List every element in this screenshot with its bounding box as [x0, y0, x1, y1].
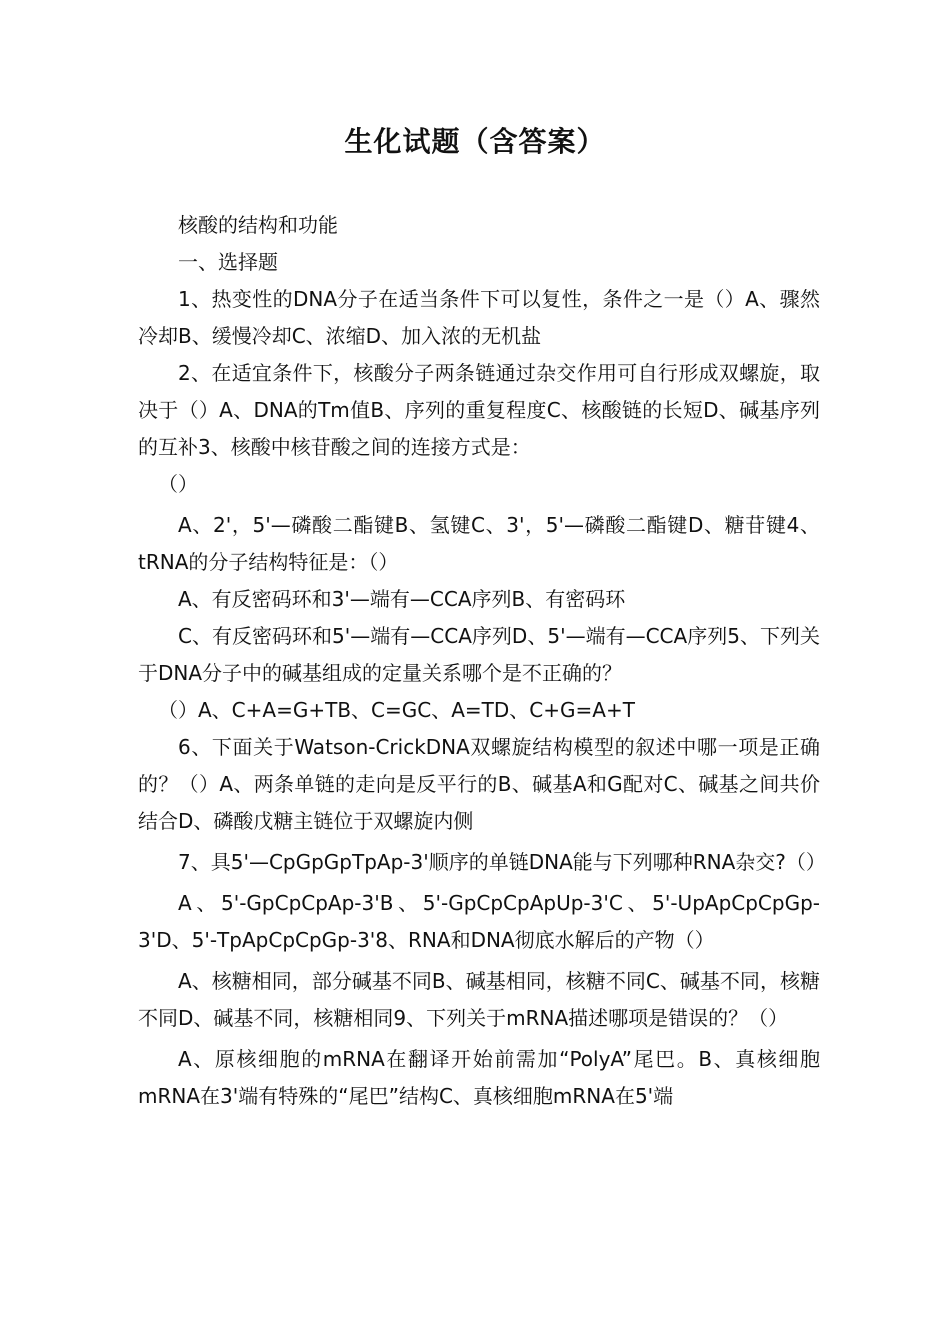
subsection-heading: 一、选择题 [178, 250, 278, 274]
question-9-options: A、原核细胞的mRNA在翻译开始前需加“PolyA”尾巴。B、真核细胞mRNA在3'端有特殊的“尾巴”结构C、真核细胞mRNA在5'端 [138, 1047, 820, 1108]
document-body [138, 207, 826, 1115]
question-7: 7、具5'—CpGpGpTpAp-3'顺序的单链DNA能与下列哪种RNA杂交?（） [178, 850, 826, 874]
question-4-options-cd: C、有反密码环和5'—端有—CCA序列D、5'—端有—CCA序列5、下列关于DNA分子中的碱基组成的定量关系哪个是不正确的？ [138, 624, 820, 685]
question-7-options: A、5'-GpCpCpAp-3'B、5'-GpCpCpApUp-3'C、5'-UpApCpCpGp-3'D、5'-TpApCpCpGp-3'8、RNA和DNA彻底水解后的产物（） [138, 891, 820, 952]
question-8-options: A、核糖相同，部分碱基不同B、碱基相同，核糖不同C、碱基不同，核糖不同D、碱基不同，核糖相同9、下列关于mRNA描述哪项是错误的？（） [138, 969, 820, 1030]
question-2-3: 2、在适宜条件下，核酸分子两条链通过杂交作用可自行形成双螺旋，取决于（）A、DNA的Tm值B、序列的重复程度C、核酸链的长短D、碱基序列的互补3、核酸中核苷酸之间的连接方式是： [138, 361, 820, 459]
question-6: 6、下面关于Watson-CrickDNA双螺旋结构模型的叙述中哪一项是正确的？（）A、两条单链的走向是反平行的B、碱基A和G配对C、碱基之间共价结合D、磷酸戊糖主链位于双螺旋内侧 [138, 735, 820, 833]
question-5-options: （）A、C+A=G+TB、C=GC、A=TD、C+G=A+T [158, 698, 635, 722]
question-3-options: A、2'，5'—磷酸二酯键B、氢键C、3'，5'—磷酸二酯键D、糖苷键4、tRNA的分子结构特征是：（） [138, 513, 820, 574]
question-1: 1、热变性的DNA分子在适当条件下可以复性，条件之一是（）A、骤然冷却B、缓慢冷却C、浓缩D、加入浓的无机盐 [138, 287, 820, 348]
section-heading: 核酸的结构和功能 [178, 213, 338, 237]
question-3-blank: （） [158, 472, 198, 496]
question-4-options-ab: A、有反密码环和3'—端有—CCA序列B、有密码环 [178, 587, 626, 611]
document-title: 生化试题（含答案） [344, 125, 606, 158]
